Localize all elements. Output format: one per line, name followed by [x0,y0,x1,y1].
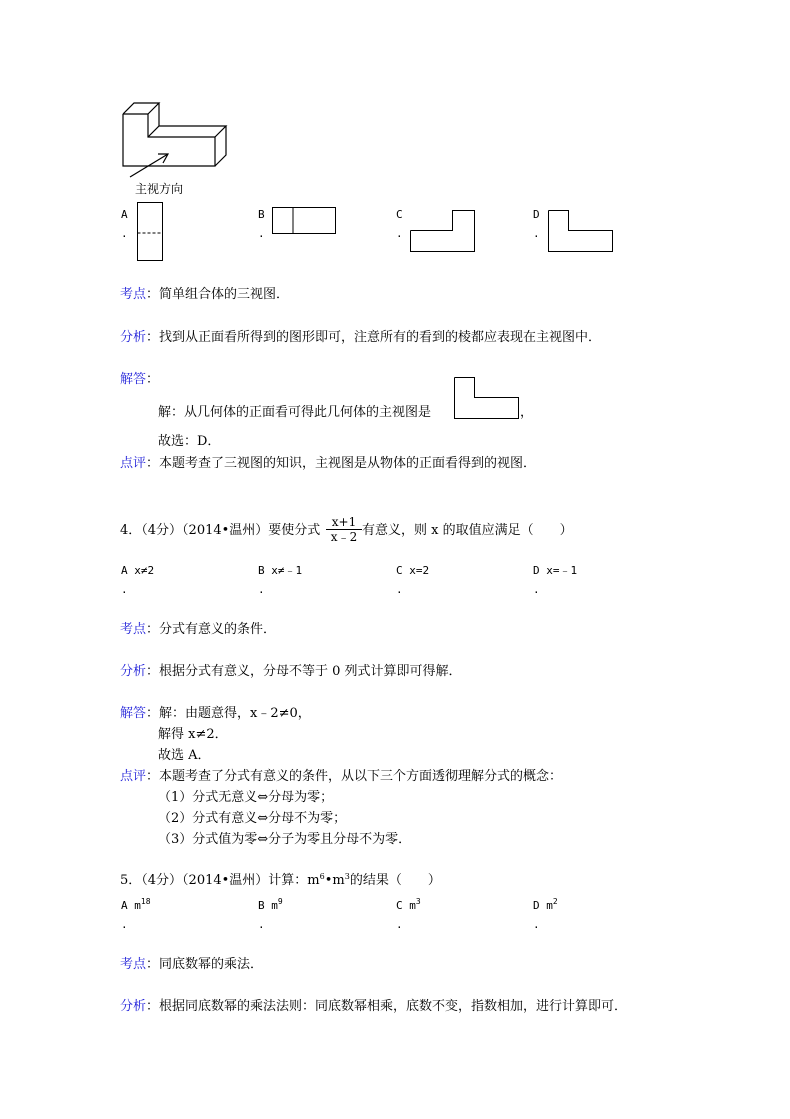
option-exponent: 9 [277,897,283,906]
q5-option-a-dot: . [121,918,128,931]
dianping-label: 点评 [120,769,147,784]
q3-kaodian [120,287,289,303]
option-text: x=2 [409,564,430,577]
q4-option-c-dot: . [396,583,403,596]
option-letter: C [396,564,403,577]
q4-jieda-line-3: 故选 A． [158,748,211,763]
q4-jieda [120,706,311,722]
q4-stem-suffix: 有意义，则 x 的取值应满足（ ） [362,523,573,538]
direction-label: 主视方向 [135,182,184,196]
dianping-text: ：本题考查了三视图的知识，主视图是从物体的正面看得到的视图． [146,456,537,471]
fenxi-label: 分析 [120,664,147,679]
option-b-letter[interactable]: B [258,208,265,221]
q4-point-1: （1）分式无意义⇔分母为零； [158,790,334,805]
fenxi-label: 分析 [120,330,147,345]
q4-point-3: （3）分式值为零⇔分子为零且分母不为零． [158,832,412,847]
fraction-numerator: x+1 [326,515,362,530]
q4-option-d-dot: . [533,583,540,596]
option-base: m [271,899,278,912]
dianping-label: 点评 [120,456,147,471]
fraction-denominator: x﹣2 [330,530,358,544]
option-letter: D [533,899,540,912]
kaodian-text: ：分式有意义的条件． [146,622,277,637]
option-a-letter[interactable]: A [121,208,128,221]
q5-option-d-dot: . [533,918,540,931]
option-text: x=﹣1 [546,564,578,577]
q4-dianping [120,769,562,785]
option-exponent: 18 [140,897,151,906]
q5-option-a[interactable] [121,898,151,914]
jieda-line-1: ：解：由题意得，x﹣2≠0， [146,706,311,721]
option-d-view-icon [548,210,616,254]
kaodian-label: 考点 [120,287,147,302]
option-base: m [134,899,141,912]
q4-fenxi [120,664,462,680]
option-letter: D [533,564,540,577]
kaodian-label: 考点 [120,957,147,972]
option-letter: B [258,899,265,912]
stem-exponent-2: 3 [344,872,350,881]
option-c-view-icon [410,210,478,254]
q4-kaodian [120,622,276,638]
kaodian-label: 考点 [120,622,147,637]
q5-stem [120,873,441,889]
option-c-letter[interactable]: C [396,208,403,221]
q4-fraction [326,515,362,544]
option-c-dot: . [396,227,403,240]
option-text: x≠﹣1 [271,564,303,577]
q4-option-a-dot: . [121,583,128,596]
q4-option-b-dot: . [258,583,265,596]
fenxi-text: ：找到从正面看所得到的图形即可，注意所有的看到的棱都应表现在主视图中． [146,330,602,345]
option-text: x≠2 [134,564,155,577]
jieda-label: 解答 [120,706,147,721]
fenxi-text: ：根据同底数幂的乘法法则：同底数幂相乘，底数不变，指数相加，进行计算即可． [146,999,628,1014]
q5-option-b-dot: . [258,918,265,931]
q4-point-2: （2）分式有意义⇔分母不为零； [158,811,347,826]
q5-option-d[interactable] [533,898,558,914]
q5-kaodian [120,957,263,973]
option-base: m [546,899,553,912]
option-letter: A [121,564,128,577]
option-exponent: 3 [415,897,421,906]
jieda-colon: ： [146,372,160,387]
option-letter: C [396,899,403,912]
option-letter: B [258,564,265,577]
option-exponent: 2 [552,897,558,906]
option-b-view-icon [272,207,340,237]
q3-solution-comma: ， [520,405,534,420]
q5-option-b[interactable] [258,898,283,914]
q4-stem-prefix: 4．（4分）（2014•温州）要使分式 [120,523,321,538]
q4-option-b[interactable] [258,563,302,579]
option-d-dot: . [533,227,540,240]
option-a-view-icon [137,202,167,264]
q5-fenxi [120,999,627,1015]
q4-jieda-line-2: 解得 x≠2． [158,727,228,742]
q5-option-c[interactable] [396,898,421,914]
fenxi-label: 分析 [120,999,147,1014]
option-base: m [409,899,416,912]
q3-solution-line-2: 故选：D． [158,434,221,449]
q3-jieda [120,372,159,388]
fenxi-text: ：根据分式有意义，分母不等于 0 列式计算即可得解． [146,664,462,679]
stem-mid: •m [324,873,345,888]
q4-option-a[interactable] [121,563,154,579]
kaodian-text: ：同底数幂的乘法． [146,957,264,972]
stem-suffix: 的结果（ ） [349,873,441,888]
viewing-direction-arrow [128,150,178,180]
jieda-label: 解答 [120,372,147,387]
q3-fenxi [120,330,601,346]
stem-prefix: 5．（4分）（2014•温州）计算：m [120,873,320,888]
option-b-dot: . [258,227,265,240]
q3-solution-line-1: 解：从几何体的正面看可得此几何体的主视图是 [158,405,432,420]
answer-view-icon [454,377,522,421]
q5-option-c-dot: . [396,918,403,931]
option-letter: A [121,899,128,912]
option-d-letter[interactable]: D [533,208,540,221]
option-a-dot: . [121,227,128,240]
q4-option-d[interactable] [533,563,577,579]
q3-dianping [120,456,536,472]
kaodian-text: ：简单组合体的三视图． [146,287,290,302]
q4-option-c[interactable] [396,563,429,579]
stem-exponent-1: 6 [319,872,325,881]
dianping-text: ：本题考查了分式有意义的条件，从以下三个方面透彻理解分式的概念： [146,769,563,784]
